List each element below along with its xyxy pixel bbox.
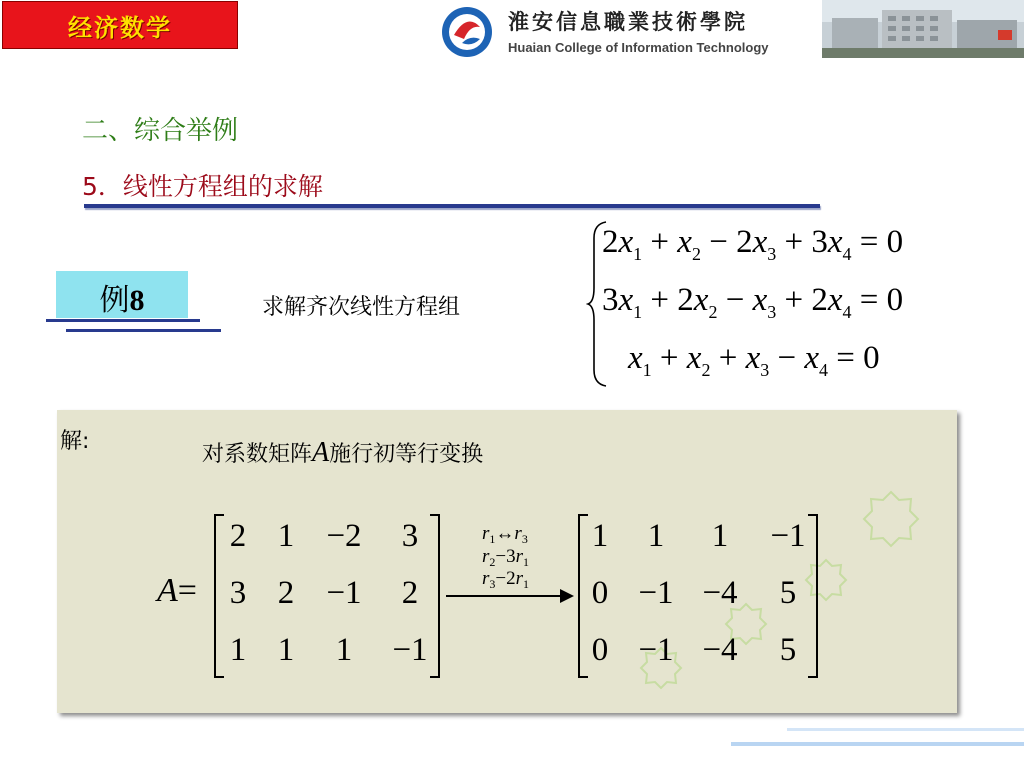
solution-label: 解: — [60, 429, 90, 454]
matrix-b-cell: −4 — [702, 632, 738, 668]
solution-intro — [202, 437, 483, 469]
op3-symbol: −2 — [495, 568, 516, 589]
matrix-b-cell: 5 — [779, 575, 797, 611]
matrix-a-cell: −1 — [392, 632, 428, 668]
example-label: 例 — [99, 284, 130, 317]
eq1-coef-4: 3 — [811, 224, 828, 260]
example-label-box — [56, 271, 188, 318]
eq1-sign-3: − — [709, 224, 728, 260]
eq3-sign-4: − — [777, 340, 797, 376]
op2-r2: r — [515, 546, 524, 567]
op2-symbol: −3 — [495, 546, 516, 567]
matrix-a-cell: 2 — [277, 575, 295, 611]
matrix-a-name: A — [157, 572, 178, 609]
section-title: 二、综合举例 — [82, 116, 239, 146]
matrix-b-cell: −1 — [638, 575, 674, 611]
eq1-sign-2: + — [650, 224, 670, 260]
decorative-line — [787, 728, 1024, 731]
matrix-b-cell: −1 — [770, 518, 806, 554]
matrix-name: A — [312, 437, 330, 468]
equation-2: $3x_1 + 2x_2 - x_3 + 2x_4 = 0$ — [602, 282, 904, 322]
op3-r: r — [482, 568, 490, 589]
matrix-b-cell: 1 — [647, 518, 665, 554]
equals-sign: = — [177, 572, 197, 609]
eq3-sign-2: + — [659, 340, 679, 376]
matrix-a-cell: −2 — [326, 518, 362, 554]
eq1-sign-4: + — [784, 224, 804, 260]
eq2-coef-2: 2 — [677, 282, 694, 318]
matrix-a-cell: −1 — [326, 575, 362, 611]
subsection-title: 5．线性方程组的求解 — [82, 172, 323, 201]
example-underline-top — [46, 319, 200, 322]
op3-sub2: 1 — [523, 577, 530, 591]
op2-sub2: 1 — [523, 555, 530, 569]
equation-3: $x_1 + x_2 + x_3 - x_4 = 0$ — [628, 340, 880, 380]
eq1-rhs: 0 — [886, 224, 904, 260]
example-number: 8 — [129, 284, 145, 317]
eq2-sign-4: + — [784, 282, 804, 318]
eq1-coef-3: 2 — [736, 224, 753, 260]
equation-system — [586, 218, 926, 390]
eq2-sign-3: − — [725, 282, 745, 318]
solution-intro-before: 对系数矩阵 — [202, 442, 313, 467]
college-logo-icon — [440, 5, 494, 59]
subtitle-underline — [84, 204, 820, 208]
matrix-b-cell: 0 — [591, 575, 609, 611]
matrix-b-cell: −4 — [702, 575, 738, 611]
eq2-sign-2: + — [650, 282, 670, 318]
eq2-coef-4: 2 — [811, 282, 828, 318]
matrix-b-cell: −1 — [638, 632, 674, 668]
example-underline-bottom — [66, 329, 221, 332]
matrix-a-cell: 2 — [229, 518, 247, 554]
course-tag — [2, 1, 238, 49]
matrix-b-cell: 5 — [779, 632, 797, 668]
op1-sub: 1 — [489, 532, 496, 546]
transform-arrow — [446, 595, 570, 597]
op1-symbol: ↔ — [495, 523, 515, 544]
matrix-a-cell: 3 — [401, 518, 419, 554]
course-tag-label: 经济数学 — [68, 13, 172, 42]
solution-intro-after: 施行初等行变换 — [329, 442, 484, 467]
op1-sub2: 3 — [521, 532, 528, 546]
campus-photo — [822, 0, 1024, 58]
matrix-b-cell: 1 — [591, 518, 609, 554]
matrix-a-label — [157, 572, 197, 610]
row-operation-3 — [482, 569, 529, 594]
matrix-a-cell: 3 — [229, 575, 247, 611]
eq1-coef-1: 2 — [602, 224, 619, 260]
op2-r: r — [482, 546, 490, 567]
problem-statement: 求解齐次线性方程组 — [262, 295, 461, 320]
matrix-b-cell: 0 — [591, 632, 609, 668]
eq2-coef-1: 3 — [602, 282, 619, 318]
matrix-b-cell: 1 — [711, 518, 729, 554]
matrix-a-cell: 1 — [277, 518, 295, 554]
op3-sub: 3 — [489, 577, 496, 591]
op1-r2: r — [514, 523, 522, 544]
matrix-a-cell: 2 — [401, 575, 419, 611]
decorative-line — [731, 742, 1024, 746]
op2-sub: 2 — [489, 555, 496, 569]
op3-r2: r — [515, 568, 524, 589]
college-name-en: Huaian College of Information Technology — [508, 40, 769, 55]
eq2-rhs: 0 — [886, 282, 904, 318]
matrix-a-cell: 1 — [277, 632, 295, 668]
college-name-cn: 淮安信息職業技術學院 — [508, 9, 748, 34]
op1-r: r — [482, 523, 490, 544]
equation-1: $2x_1 + x_2 - 2x_3 + 3x_4 = 0$ — [602, 224, 904, 264]
matrix-a-cell: 1 — [335, 632, 353, 668]
matrix-a-cell: 1 — [229, 632, 247, 668]
eq3-sign-3: + — [718, 340, 738, 376]
eq3-rhs: 0 — [863, 340, 880, 376]
